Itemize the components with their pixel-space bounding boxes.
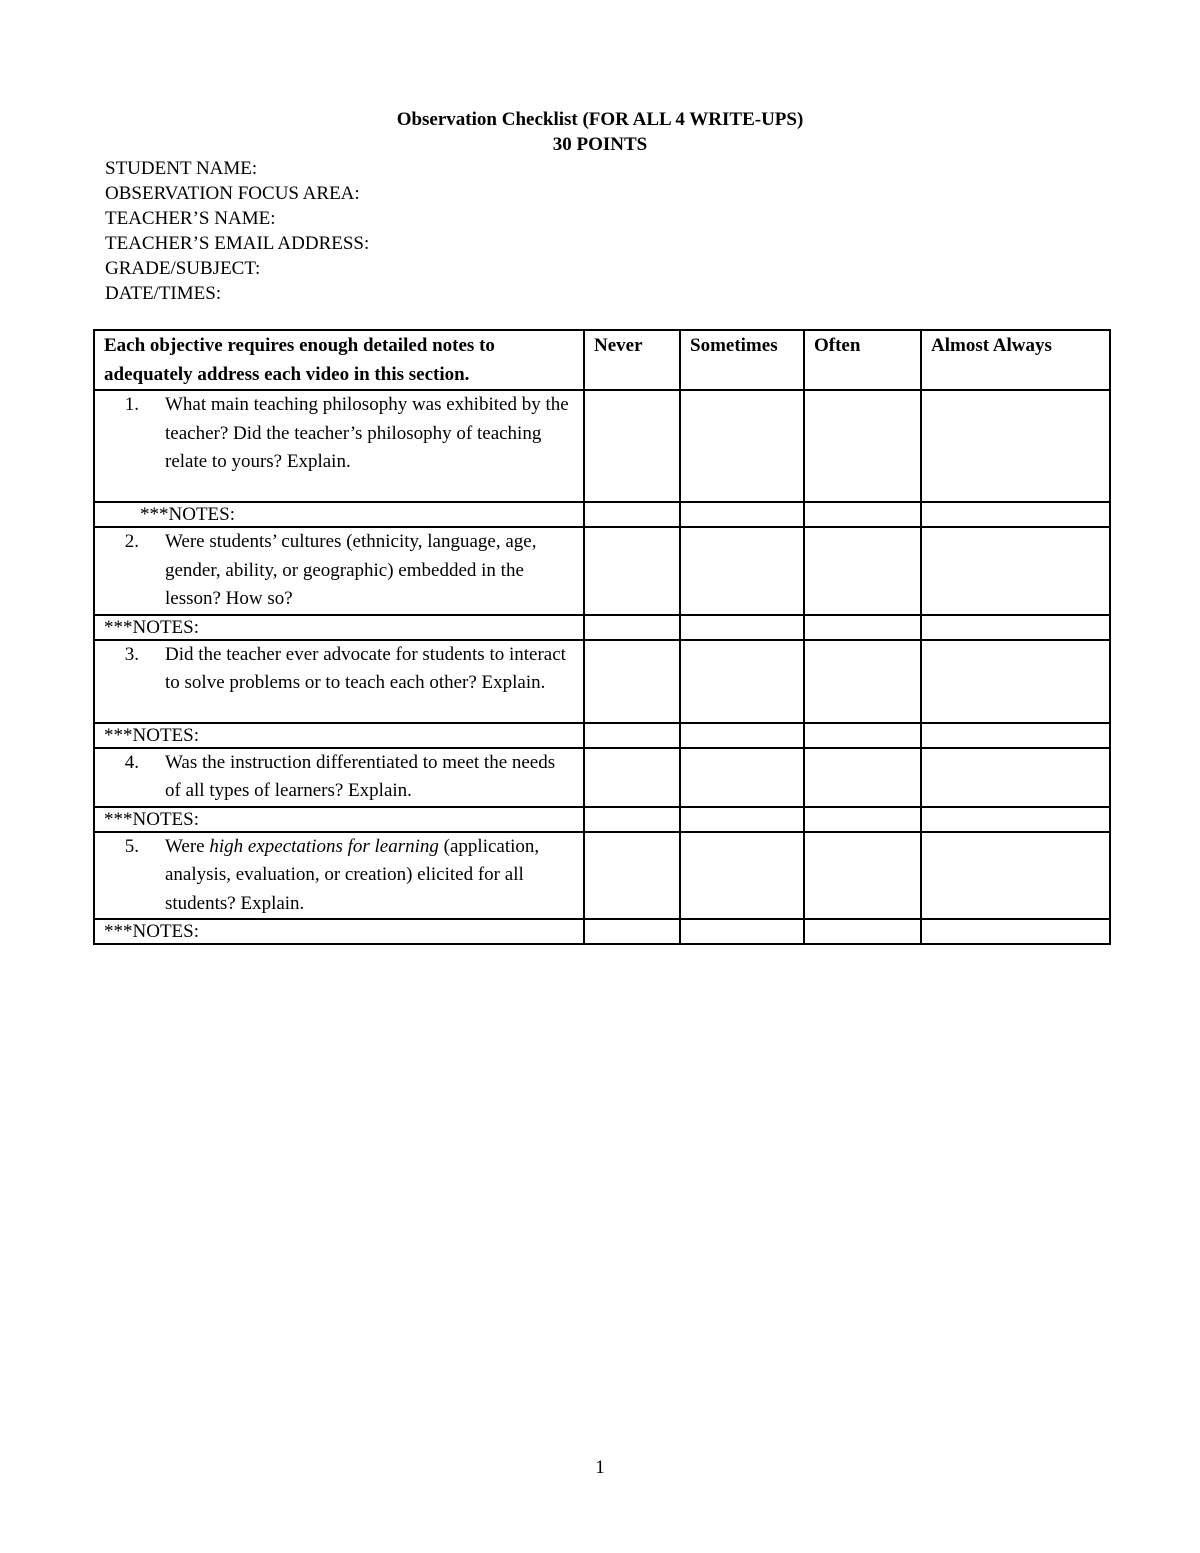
- notes-rating-almost-always: [921, 723, 1110, 748]
- notes-rating-often: [804, 919, 921, 944]
- notes-rating-almost-always: [921, 919, 1110, 944]
- page-number: 1: [595, 1457, 605, 1478]
- question-text: Was the instruction differentiated to meet the needs of all types of learners? Explain.: [165, 751, 556, 801]
- table-row: [94, 527, 1110, 615]
- document-subtitle-points: 30 POINTS: [552, 134, 648, 155]
- question-number: 5.: [124, 835, 139, 857]
- question-cell-5: [94, 832, 584, 920]
- field-grade-subject: GRADE/SUBJECT:: [105, 258, 261, 279]
- header-objective: Each objective requires enough detailed notes to adequately address each video in this section.: [94, 330, 584, 390]
- header-sometimes: Sometimes: [680, 330, 804, 390]
- question-text: What main teaching philosophy was exhibited by the teacher? Did the teacher’s philosophy of teaching relate to yours? Explain.: [165, 394, 569, 472]
- rating-cell-almost-always[interactable]: [921, 527, 1110, 615]
- rating-cell-almost-always[interactable]: [921, 748, 1110, 807]
- question-number: 1.: [124, 394, 139, 415]
- notes-rating-never: [584, 502, 680, 527]
- rating-cell-almost-always[interactable]: [921, 390, 1110, 502]
- notes-rating-almost-always: [921, 502, 1110, 527]
- rating-cell-never[interactable]: [584, 640, 680, 723]
- notes-rating-often: [804, 502, 921, 527]
- question-cell-1: [94, 390, 584, 502]
- notes-rating-sometimes: [680, 919, 804, 944]
- observation-checklist-table: [93, 329, 1111, 945]
- notes-rating-never: [584, 919, 680, 944]
- field-teacher-name: TEACHER’S NAME:: [105, 208, 276, 229]
- rating-cell-often[interactable]: [804, 390, 921, 502]
- field-observation-focus-area: OBSERVATION FOCUS AREA:: [105, 183, 360, 204]
- notes-rating-sometimes: [680, 502, 804, 527]
- rating-cell-never[interactable]: [584, 527, 680, 615]
- question-number: 3.: [124, 643, 139, 665]
- question-cell-2: [94, 527, 584, 615]
- rating-cell-often[interactable]: [804, 527, 921, 615]
- rating-cell-sometimes[interactable]: [680, 527, 804, 615]
- notes-cell-3[interactable]: ***NOTES:: [94, 723, 584, 748]
- table-row: [94, 832, 1110, 920]
- notes-cell-1[interactable]: ***NOTES:: [94, 502, 584, 527]
- table-header-row: [94, 330, 1110, 390]
- rating-cell-almost-always[interactable]: [921, 832, 1110, 920]
- notes-rating-sometimes: [680, 615, 804, 640]
- header-almost-always: Almost Always: [921, 330, 1110, 390]
- rating-cell-often[interactable]: [804, 832, 921, 920]
- question-text: [165, 833, 575, 919]
- field-date-times: DATE/TIMES:: [105, 283, 222, 304]
- notes-rating-often: [804, 615, 921, 640]
- question-cell-4: [94, 748, 584, 807]
- rating-cell-never[interactable]: [584, 390, 680, 502]
- notes-row: [94, 919, 1110, 944]
- notes-row: [94, 807, 1110, 832]
- question-text: Did the teacher ever advocate for students to interact to solve problems or to teach each other? Explain.: [165, 643, 566, 693]
- rating-cell-sometimes[interactable]: [680, 748, 804, 807]
- question-text-suffix: (application, analysis, evaluation, or creation) elicited for all students? Explain.: [165, 835, 540, 914]
- notes-cell-5[interactable]: ***NOTES:: [94, 919, 584, 944]
- notes-row: [94, 615, 1110, 640]
- rating-cell-never[interactable]: [584, 748, 680, 807]
- question-text: Were students’ cultures (ethnicity, language, age, gender, ability, or geographic) embedded in the lesson? How so?: [165, 531, 537, 609]
- notes-row: [94, 502, 1110, 527]
- notes-rating-never: [584, 723, 680, 748]
- rating-cell-sometimes[interactable]: [680, 640, 804, 723]
- table-row: [94, 640, 1110, 723]
- rating-cell-often[interactable]: [804, 640, 921, 723]
- field-teacher-email: TEACHER’S EMAIL ADDRESS:: [105, 233, 370, 254]
- question-number: 4.: [124, 751, 139, 773]
- question-text-italic: high expectations for learning: [209, 835, 439, 857]
- question-cell-3: [94, 640, 584, 723]
- notes-rating-never: [584, 807, 680, 832]
- notes-cell-2[interactable]: ***NOTES:: [94, 615, 584, 640]
- notes-rating-almost-always: [921, 807, 1110, 832]
- document-title: Observation Checklist (FOR ALL 4 WRITE-UPS): [396, 109, 804, 130]
- notes-rating-never: [584, 615, 680, 640]
- rating-cell-almost-always[interactable]: [921, 640, 1110, 723]
- info-fields: [105, 156, 369, 306]
- notes-cell-4[interactable]: ***NOTES:: [94, 807, 584, 832]
- rating-cell-sometimes[interactable]: [680, 832, 804, 920]
- rating-cell-often[interactable]: [804, 748, 921, 807]
- question-number: 2.: [124, 531, 139, 552]
- rating-cell-sometimes[interactable]: [680, 390, 804, 502]
- notes-rating-often: [804, 723, 921, 748]
- header-often: Often: [804, 330, 921, 390]
- notes-row: [94, 723, 1110, 748]
- table-row: [94, 390, 1110, 502]
- notes-rating-often: [804, 807, 921, 832]
- header-never: Never: [584, 330, 680, 390]
- notes-rating-sometimes: [680, 723, 804, 748]
- notes-rating-sometimes: [680, 807, 804, 832]
- field-student-name: STUDENT NAME:: [105, 158, 258, 179]
- rating-cell-never[interactable]: [584, 832, 680, 920]
- table-row: [94, 748, 1110, 807]
- question-text-prefix: Were: [165, 835, 210, 857]
- notes-rating-almost-always: [921, 615, 1110, 640]
